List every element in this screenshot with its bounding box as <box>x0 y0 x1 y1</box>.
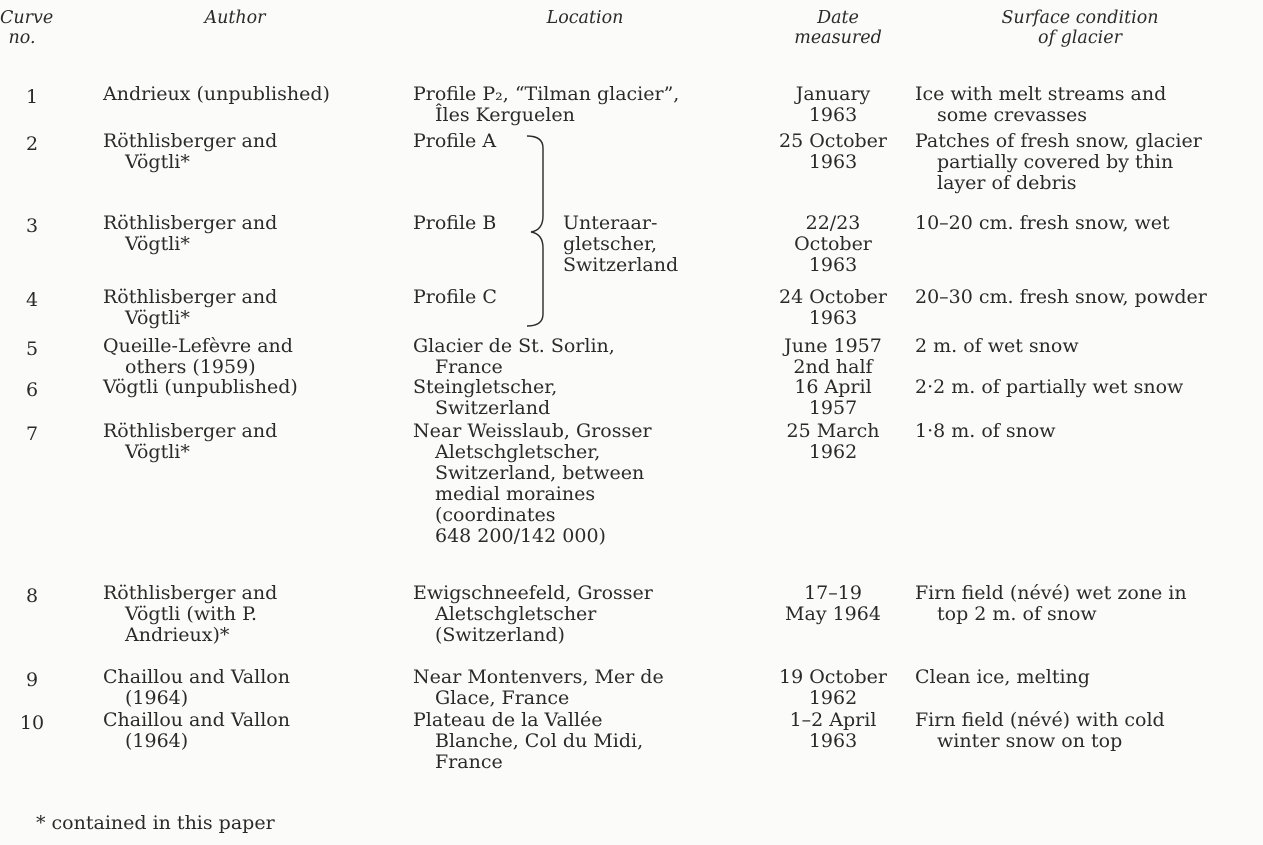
row-9-location: Near Montenvers, Mer de Glace, France <box>413 666 664 709</box>
row-3-author: Röthlisberger and Vögtli* <box>103 212 278 255</box>
header-date-measured: Date measured <box>794 8 882 48</box>
row-1-date: January 1963 <box>795 83 871 126</box>
row-3-location: Profile B <box>413 212 497 234</box>
row-6-date: 16 April 1957 <box>794 376 872 419</box>
row-2-date: 25 October 1963 <box>779 130 887 173</box>
row-1-author: Andrieux (unpublished) <box>103 83 330 105</box>
row-2-surface: Patches of fresh snow, glacier partially covered by thin layer of debris <box>915 130 1202 194</box>
footnote: * contained in this paper <box>36 812 275 834</box>
row-5-date: June 1957 2nd half <box>784 335 882 378</box>
row-3-curve: 3 <box>25 215 39 237</box>
header-surface-condition: Surface condition of glacier <box>1001 8 1159 48</box>
row-4-curve: 4 <box>25 289 39 311</box>
row-3-date: 22/23 October 1963 <box>794 212 872 276</box>
row-1-location: Profile P₂, “Tilman glacier”, Îles Kerguelen <box>413 83 680 126</box>
row-9-date: 19 October 1962 <box>779 666 887 709</box>
brace-location-label: Unteraar- gletscher, Switzerland <box>563 212 679 276</box>
row-9-curve: 9 <box>25 669 39 691</box>
row-5-surface: 2 m. of wet snow <box>915 335 1079 357</box>
row-7-curve: 7 <box>25 423 39 445</box>
row-2-location: Profile A <box>413 130 497 152</box>
row-8-author: Röthlisberger and Vögtli (with P. Andrieux)* <box>103 582 278 646</box>
row-4-surface: 20–30 cm. fresh snow, powder <box>915 286 1207 308</box>
header-author: Author <box>204 8 266 28</box>
row-10-location: Plateau de la Vallée Blanche, Col du Midi, France <box>413 709 644 773</box>
row-6-location: Steingletscher, Switzerland <box>413 376 558 419</box>
curly-brace-icon <box>525 134 565 329</box>
row-1-surface: Ice with melt streams and some crevasses <box>915 83 1167 126</box>
row-5-curve: 5 <box>25 338 39 360</box>
row-4-author: Röthlisberger and Vögtli* <box>103 286 278 329</box>
row-7-author: Röthlisberger and Vögtli* <box>103 420 278 463</box>
row-7-location: Near Weisslaub, Grosser Aletschgletscher, Switzerland, between medial moraines (coordinates 648 200/142 000) <box>413 420 652 547</box>
row-9-author: Chaillou and Vallon (1964) <box>103 666 290 709</box>
row-8-surface: Firn field (névé) wet zone in top 2 m. of snow <box>915 582 1187 625</box>
row-2-author: Röthlisberger and Vögtli* <box>103 130 278 173</box>
row-7-date: 25 March 1962 <box>786 420 880 463</box>
row-5-location: Glacier de St. Sorlin, France <box>413 335 615 378</box>
row-8-date: 17–19 May 1964 <box>785 582 881 625</box>
row-6-author: Vögtli (unpublished) <box>103 376 298 398</box>
row-1-curve: 1 <box>25 86 39 108</box>
row-6-surface: 2·2 m. of partially wet snow <box>915 376 1184 398</box>
row-7-surface: 1·8 m. of snow <box>915 420 1056 442</box>
row-10-author: Chaillou and Vallon (1964) <box>103 709 290 752</box>
row-6-curve: 6 <box>25 379 39 401</box>
row-4-date: 24 October 1963 <box>779 286 887 329</box>
header-location: Location <box>546 8 624 28</box>
row-9-surface: Clean ice, melting <box>915 666 1090 688</box>
row-10-date: 1–2 April 1963 <box>789 709 877 752</box>
row-4-location: Profile C <box>413 286 497 308</box>
row-2-curve: 2 <box>25 133 39 155</box>
header-curve-no: Curve no. <box>0 8 54 48</box>
row-10-surface: Firn field (névé) with cold winter snow on top <box>915 709 1165 752</box>
row-5-author: Queille-Lefèvre and others (1959) <box>103 335 293 378</box>
row-8-curve: 8 <box>25 585 39 607</box>
row-3-surface: 10–20 cm. fresh snow, wet <box>915 212 1170 234</box>
row-10-curve: 10 <box>19 712 45 734</box>
row-8-location: Ewigschneefeld, Grosser Aletschgletscher (Switzerland) <box>413 582 653 646</box>
